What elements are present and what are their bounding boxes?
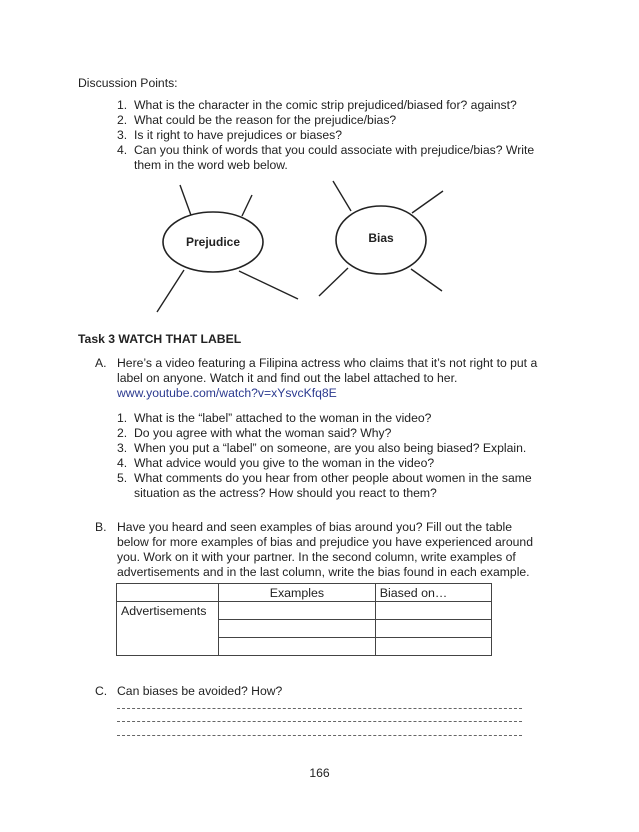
section-c-text: Can biases be avoided? How? <box>117 684 283 698</box>
list-item-continuation: situation as the actress? How should you react to them? <box>134 486 437 500</box>
table-cell[interactable] <box>219 638 376 656</box>
web-spoke <box>333 181 351 211</box>
section-c-letter: C. <box>95 684 108 698</box>
section-b-text: you. Work on it with your partner. In the second column, write examples of <box>117 550 516 564</box>
prejudice-web <box>157 185 298 312</box>
table-row <box>117 602 492 620</box>
table-cell[interactable] <box>375 602 491 620</box>
table-header-row <box>117 584 492 602</box>
web-spoke <box>157 270 184 312</box>
bias-table <box>116 583 492 656</box>
task-title: Task 3 WATCH THAT LABEL <box>78 332 242 346</box>
page-number: 166 <box>309 766 330 780</box>
video-link[interactable]: www.youtube.com/watch?v=xYsvcKfq8E <box>117 386 337 400</box>
web-spoke <box>411 269 442 291</box>
section-b-text: Have you heard and seen examples of bias around you? Fill out the table <box>117 520 512 534</box>
answer-line[interactable] <box>117 721 522 722</box>
section-a-text: Here’s a video featuring a Filipina actress who claims that it’s not right to put a <box>117 356 538 370</box>
bias-web <box>319 181 443 296</box>
bias-label: Bias <box>368 231 394 245</box>
table-header-cell: Biased on… <box>375 584 491 602</box>
web-spoke <box>242 195 252 216</box>
section-a-text: label on anyone. Watch it and find out the label attached to her. <box>117 371 458 385</box>
table-cell[interactable] <box>375 620 491 638</box>
table-cell[interactable] <box>375 638 491 656</box>
answer-line[interactable] <box>117 708 522 709</box>
web-spoke <box>239 271 298 299</box>
section-a-letter: A. <box>95 356 107 370</box>
section-b-letter: B. <box>95 520 107 534</box>
section-b-text: advertisements and in the last column, write the bias found in each example. <box>117 565 530 579</box>
table-cell[interactable] <box>219 620 376 638</box>
discussion-title: Discussion Points: <box>78 76 178 90</box>
section-b-text: below for more examples of bias and prejudice you have experienced around <box>117 535 533 549</box>
row-label-advertisements: Advertisements <box>117 602 219 656</box>
web-spoke <box>180 185 192 218</box>
web-spoke <box>319 268 348 296</box>
table-cell[interactable] <box>219 602 376 620</box>
list-item-continuation: them in the word web below. <box>134 158 288 172</box>
prejudice-label: Prejudice <box>185 235 241 249</box>
table-header-cell <box>117 584 219 602</box>
answer-line[interactable] <box>117 735 522 736</box>
web-spoke <box>412 191 443 213</box>
table-header-cell: Examples <box>219 584 376 602</box>
